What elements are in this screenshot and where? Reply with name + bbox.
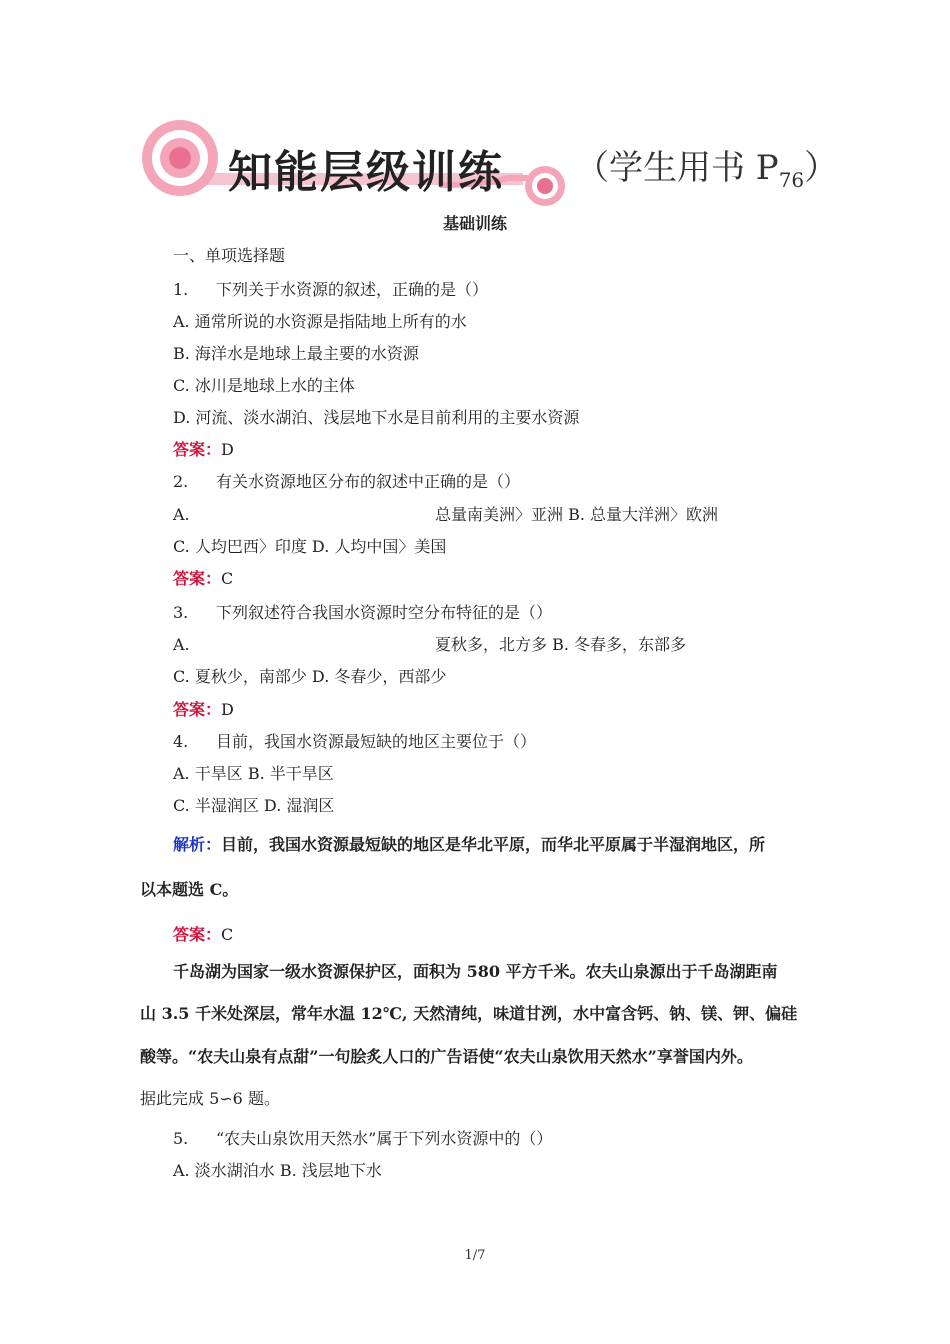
question-3-number: 3. xyxy=(173,603,189,622)
question-3-options-cd: C. 夏秋少，南部少 D. 冬春少，西部少 xyxy=(173,667,447,686)
question-3-option-a-label: A. xyxy=(173,635,190,654)
question-3-options-ab: 夏秋多，北方多 B. 冬春多，东部多 xyxy=(435,635,687,654)
question-4-number: 4. xyxy=(173,732,189,751)
question-4-options-cd: C. 半湿润区 D. 湿润区 xyxy=(173,796,335,815)
question-1-text: 下列关于水资源的叙述，正确的是（） xyxy=(216,280,489,299)
question-1-answer xyxy=(173,440,234,460)
question-2-options-ab: 总量南美洲〉亚洲 B. 总量大洋洲〉欧洲 xyxy=(435,505,719,524)
page-number: 1/7 xyxy=(464,1248,486,1263)
question-1-number: 1. xyxy=(173,280,189,299)
section-banner xyxy=(140,118,839,218)
analysis-label: 解析： xyxy=(173,835,222,854)
question-5-text: “农夫山泉饮用天然水”属于下列水资源中的（） xyxy=(216,1129,553,1148)
analysis-text-1: 目前，我国水资源最短缺的地区是华北平原，而华北平原属于半湿润地区，所 xyxy=(221,835,766,854)
question-2-text: 有关水资源地区分布的叙述中正确的是（） xyxy=(216,472,521,491)
question-4-options-ab: A. 干旱区 B. 半干旱区 xyxy=(173,764,334,783)
question-2-number: 2. xyxy=(173,472,189,491)
part-title: 一、单项选择题 xyxy=(173,246,286,265)
question-1-option-b: B. 海洋水是地球上最主要的水资源 xyxy=(173,344,419,363)
question-1-option-d: D. 河流、淡水湖泊、浅层地下水是目前利用的主要水资源 xyxy=(173,408,580,427)
question-2-answer xyxy=(173,569,233,589)
banner-ref-suffix: ） xyxy=(804,148,839,188)
answer-label: 答案： xyxy=(173,569,222,588)
question-2-options-cd: C. 人均巴西〉印度 D. 人均中国〉美国 xyxy=(173,537,447,556)
question-4-analysis xyxy=(173,835,765,855)
question-5-options-ab: A. 淡水湖泊水 B. 浅层地下水 xyxy=(173,1161,382,1180)
question-1-option-c: C. 冰川是地球上水的主体 xyxy=(173,376,355,395)
answer-value: D xyxy=(221,440,234,459)
banner-ref-page: 76 xyxy=(778,167,805,192)
banner-reference xyxy=(575,140,838,192)
answer-label: 答案： xyxy=(173,440,222,459)
question-4-analysis-continued: 以本题选 C。 xyxy=(140,880,239,899)
answer-value: C xyxy=(221,925,234,944)
answer-label: 答案： xyxy=(173,700,222,719)
banner-title: 知能层级训练 xyxy=(228,147,504,198)
question-4-text: 目前，我国水资源最短缺的地区主要位于（） xyxy=(216,732,537,751)
question-2-option-a-label: A. xyxy=(173,505,190,524)
question-1-option-a: A. 通常所说的水资源是指陆地上所有的水 xyxy=(173,312,467,331)
answer-value: C xyxy=(221,569,234,588)
section-title: 基础训练 xyxy=(442,214,507,233)
question-3-text: 下列叙述符合我国水资源时空分布特征的是（） xyxy=(216,603,553,622)
passage-line-4: 据此完成 5∽6 题。 xyxy=(140,1089,280,1108)
answer-value: D xyxy=(221,700,234,719)
question-5-number: 5. xyxy=(173,1129,189,1148)
passage-line-3: 酸等。“农夫山泉有点甜”一句脍炙人口的广告语使“农夫山泉饮用天然水”享誉国内外。 xyxy=(140,1047,753,1066)
question-3-answer xyxy=(173,700,234,720)
banner-ref-prefix: （学生用书 P xyxy=(575,148,779,188)
answer-label: 答案： xyxy=(173,925,222,944)
question-4-answer xyxy=(173,925,233,945)
passage-line-2: 山 3.5 千米处深层，常年水温 12℃, 天然清纯，味道甘洌，水中富含钙、钠、镁、钾、偏硅 xyxy=(140,1004,798,1023)
passage-line-1: 千岛湖为国家一级水资源保护区，面积为 580 平方千米。农夫山泉源出于千岛湖距南 xyxy=(173,962,778,981)
